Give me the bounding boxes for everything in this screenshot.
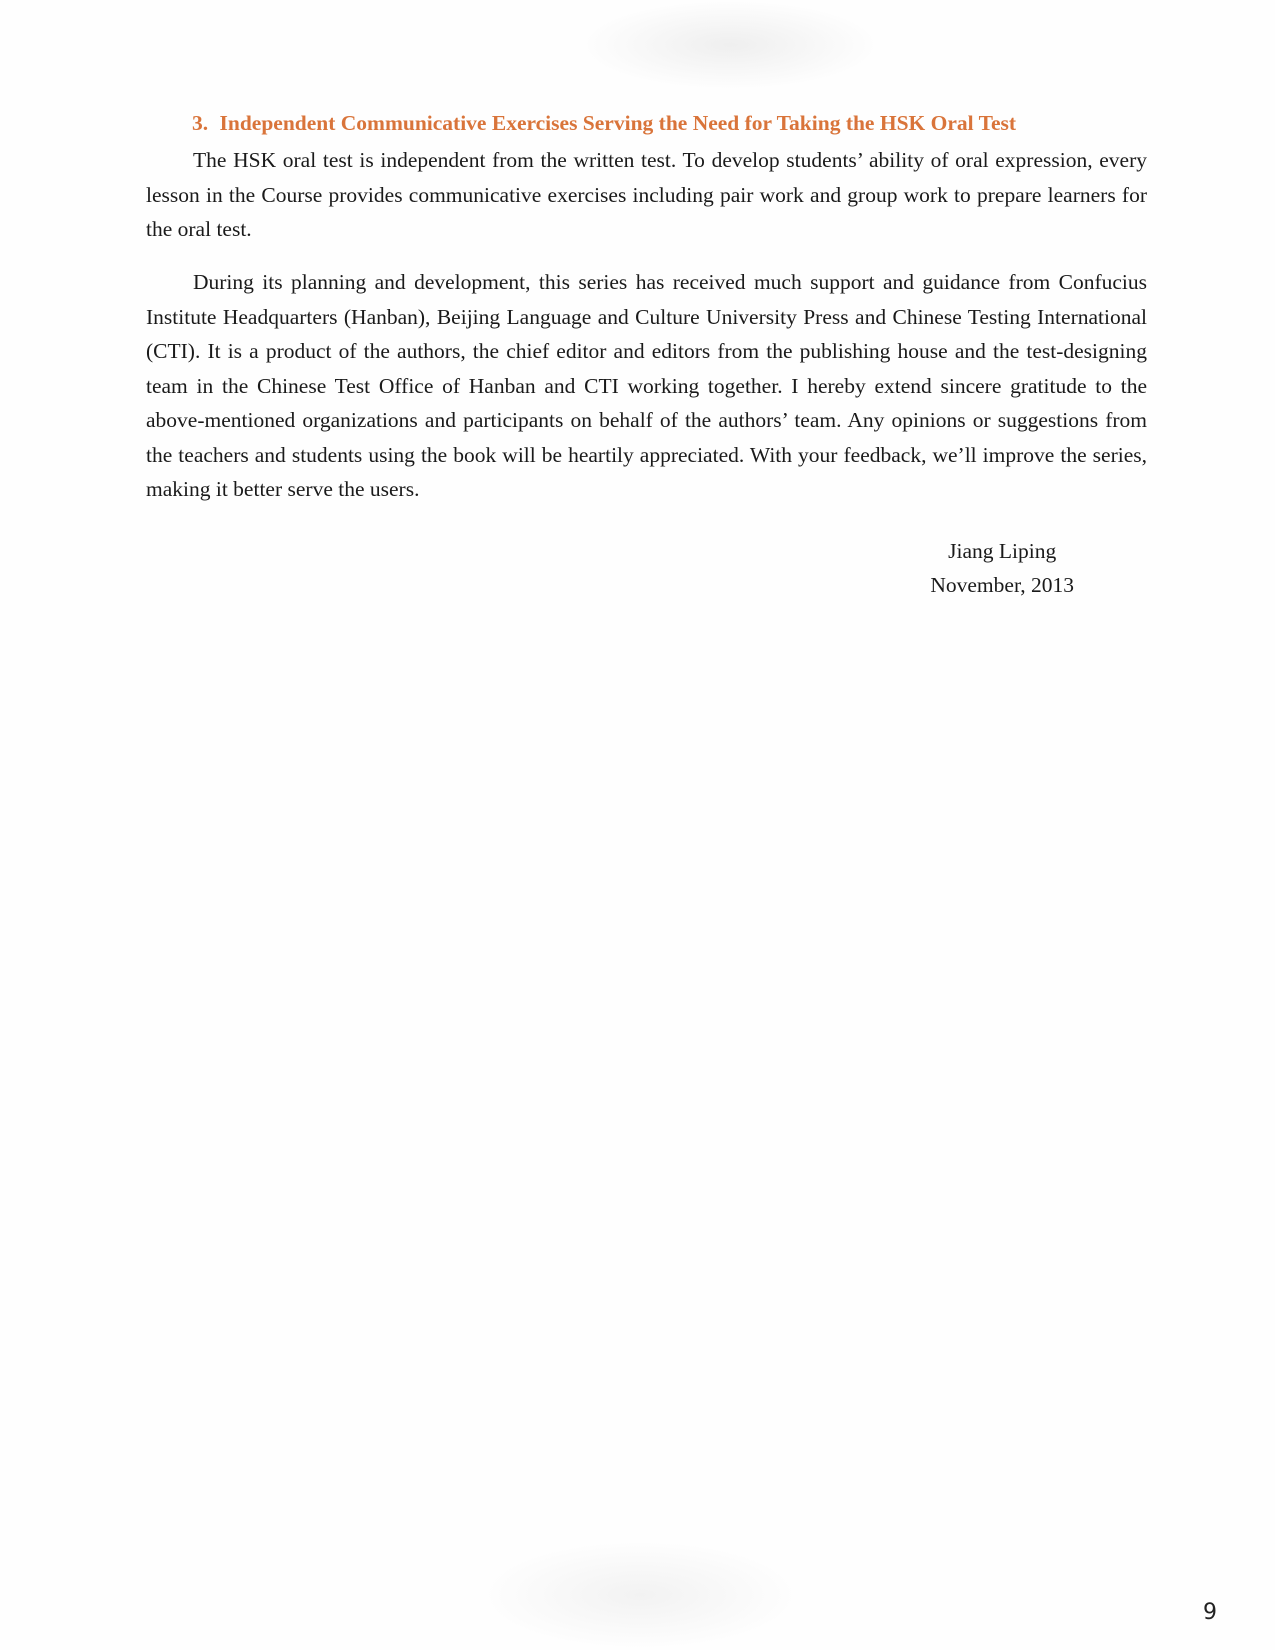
- author-name: Jiang Liping: [948, 539, 1057, 563]
- paragraph-oral-test: The HSK oral test is independent from the written test. To develop students’ ability of oral expression, every lesson in the Course provides communicative exercises including pair work and group work to prepare learners for the oral test.: [146, 148, 1147, 241]
- signature-date: November, 2013: [930, 573, 1074, 597]
- page-number: 9: [1203, 1600, 1217, 1625]
- scan-shading-top: [580, 0, 880, 90]
- section-title: Independent Communicative Exercises Serving the Need for Taking the HSK Oral Test: [219, 111, 1017, 135]
- signature-block: [930, 534, 1074, 602]
- paragraph-acknowledgements: During its planning and development, this series has received much support and guidance from Confucius Institute Headquarters (Hanban), Beijing Language and Culture University Press and Chinese Testing International (CTI). It is a product of the authors, the chief editor and editors from the publishing house and the test-designing team in the Chinese Test Office of Hanban and CTI working together. I hereby extend sincere gratitude to the above-mentioned organizations and participants on behalf of the authors’ team. Any opinions or suggestions from the teachers and students using the book will be heartily appreciated. With your feedback, we’ll improve the series, making it better serve the users.: [146, 270, 1147, 501]
- section-heading: [192, 111, 1092, 136]
- section-number: 3.: [192, 111, 209, 135]
- scan-shading-bottom: [480, 1540, 800, 1650]
